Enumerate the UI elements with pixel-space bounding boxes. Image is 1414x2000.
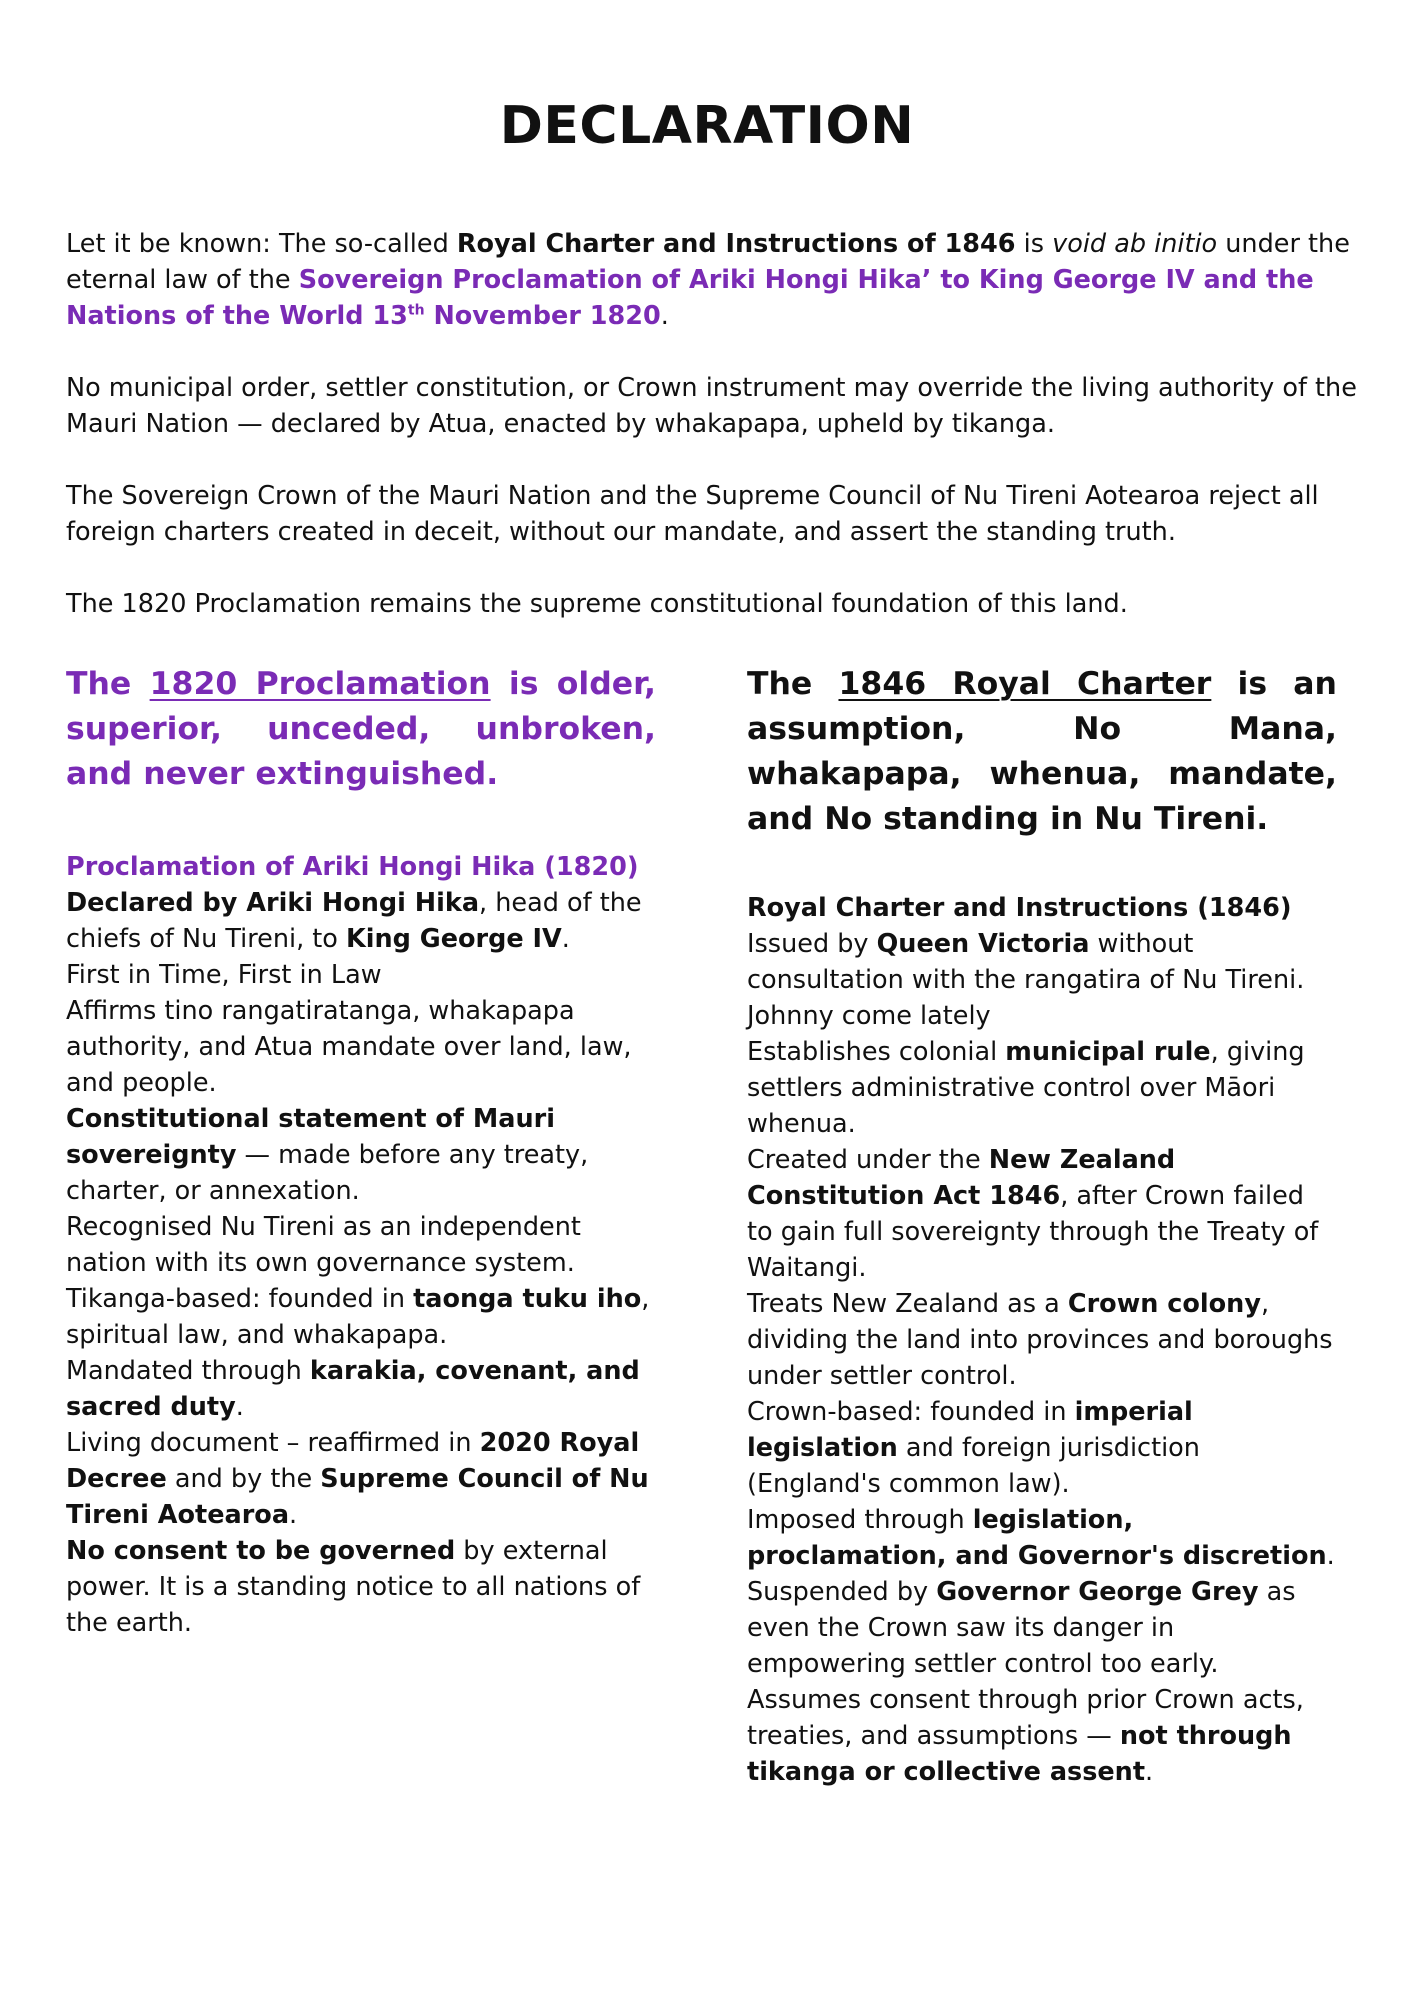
left-item-6: Tikanga-based: founded in taonga tuku iho, spiritual law, and whakapapa. — [66, 1284, 650, 1350]
charter-name: Royal Charter and Instructions of 1846 — [456, 229, 1016, 259]
right-item-3: Establishes colonial municipal rule, giving settlers administrative control over Māori whenua. — [747, 1037, 1305, 1139]
intro-section — [66, 226, 1366, 658]
right-item-5: Treats New Zealand as a Crown colony, dividing the land into provinces and boroughs under settler control. — [747, 1289, 1333, 1391]
intro-paragraph-2: No municipal order, settler constitution, or Crown instrument may override the living authority of the Mauri Nation — declared by Atua, enacted by whakapapa, upheld by tikanga. — [66, 373, 1357, 439]
intro-paragraph-1: Let it be known: The so-called Royal Charter and Instructions of 1846 is void ab initio under the eternal law of the Sovereign Proclamation of Ariki Hongi Hika’ to King George IV and the Nations of the World 13th November 1820. — [66, 229, 1350, 331]
left-item-4: Constitutional statement of Mauri sovereignty — made before any treaty, charter, or annexation. — [66, 1104, 589, 1206]
right-item-8: Suspended by Governor George Grey as even the Crown saw its danger in empowering settler control too early. — [747, 1577, 1296, 1679]
void-ab-initio: void ab initio — [1052, 229, 1218, 259]
right-column — [747, 662, 1337, 1790]
right-item-7: Imposed through legislation, proclamation, and Governor's discretion. — [747, 1505, 1335, 1571]
left-column — [66, 662, 656, 1641]
right-item-9: Assumes consent through prior Crown acts, treaties, and assumptions — not through tikanga or collective assent. — [747, 1685, 1304, 1787]
intro-paragraph-4: The 1820 Proclamation remains the supreme constitutional foundation of this land. — [66, 589, 1128, 619]
proclamation-reference: Sovereign Proclamation of Ariki Hongi Hika’ to King George IV and the Nations of the World 13th November 1820 — [66, 265, 1314, 331]
right-subhead: Royal Charter and Instructions (1846) — [747, 893, 1292, 923]
right-item-6: Crown-based: founded in imperial legislation and foreign jurisdiction (England's common law). — [747, 1397, 1200, 1499]
page-title: DECLARATION — [499, 96, 915, 156]
left-item-2: First in Time, First in Law — [66, 960, 382, 990]
left-subhead: Proclamation of Ariki Hongi Hika (1820) — [66, 852, 639, 882]
intro-paragraph-3: The Sovereign Crown of the Mauri Nation and the Supreme Council of Nu Tireni Aotearoa reject all foreign charters created in deceit, without our mandate, and assert the standing truth. — [66, 481, 1319, 547]
right-headline: The 1846 Royal Charter is an assumption, No Mana, whakapapa, whenua, mandate, and No standing in Nu Tireni. — [747, 666, 1337, 837]
right-item-4: Created under the New Zealand Constitution Act 1846, after Crown failed to gain full sovereignty through the Treaty of Waitangi. — [747, 1145, 1319, 1283]
left-item-8: Living document – reaffirmed in 2020 Royal Decree and by the Supreme Council of Nu Tireni Aotearoa. — [66, 1428, 649, 1530]
right-item-1: Issued by Queen Victoria without consultation with the rangatira of Nu Tireni. — [747, 929, 1305, 995]
left-item-9: No consent to be governed by external power. It is a standing notice to all nations of the earth. — [66, 1536, 641, 1638]
right-body — [747, 890, 1337, 1790]
right-item-2: Johnny come lately — [747, 1001, 991, 1031]
left-body — [66, 849, 656, 1641]
left-item-1: Declared by Ariki Hongi Hika, head of the chiefs of Nu Tireni, to King George IV. — [66, 888, 642, 954]
left-headline: The 1820 Proclamation is older, superior, unceded, unbroken, and never extinguished. — [66, 666, 656, 792]
left-item-3: Affirms tino rangatiratanga, whakapapa authority, and Atua mandate over land, law, and people. — [66, 996, 632, 1098]
left-item-7: Mandated through karakia, covenant, and sacred duty. — [66, 1356, 640, 1422]
left-item-5: Recognised Nu Tireni as an independent nation with its own governance system. — [66, 1212, 581, 1278]
